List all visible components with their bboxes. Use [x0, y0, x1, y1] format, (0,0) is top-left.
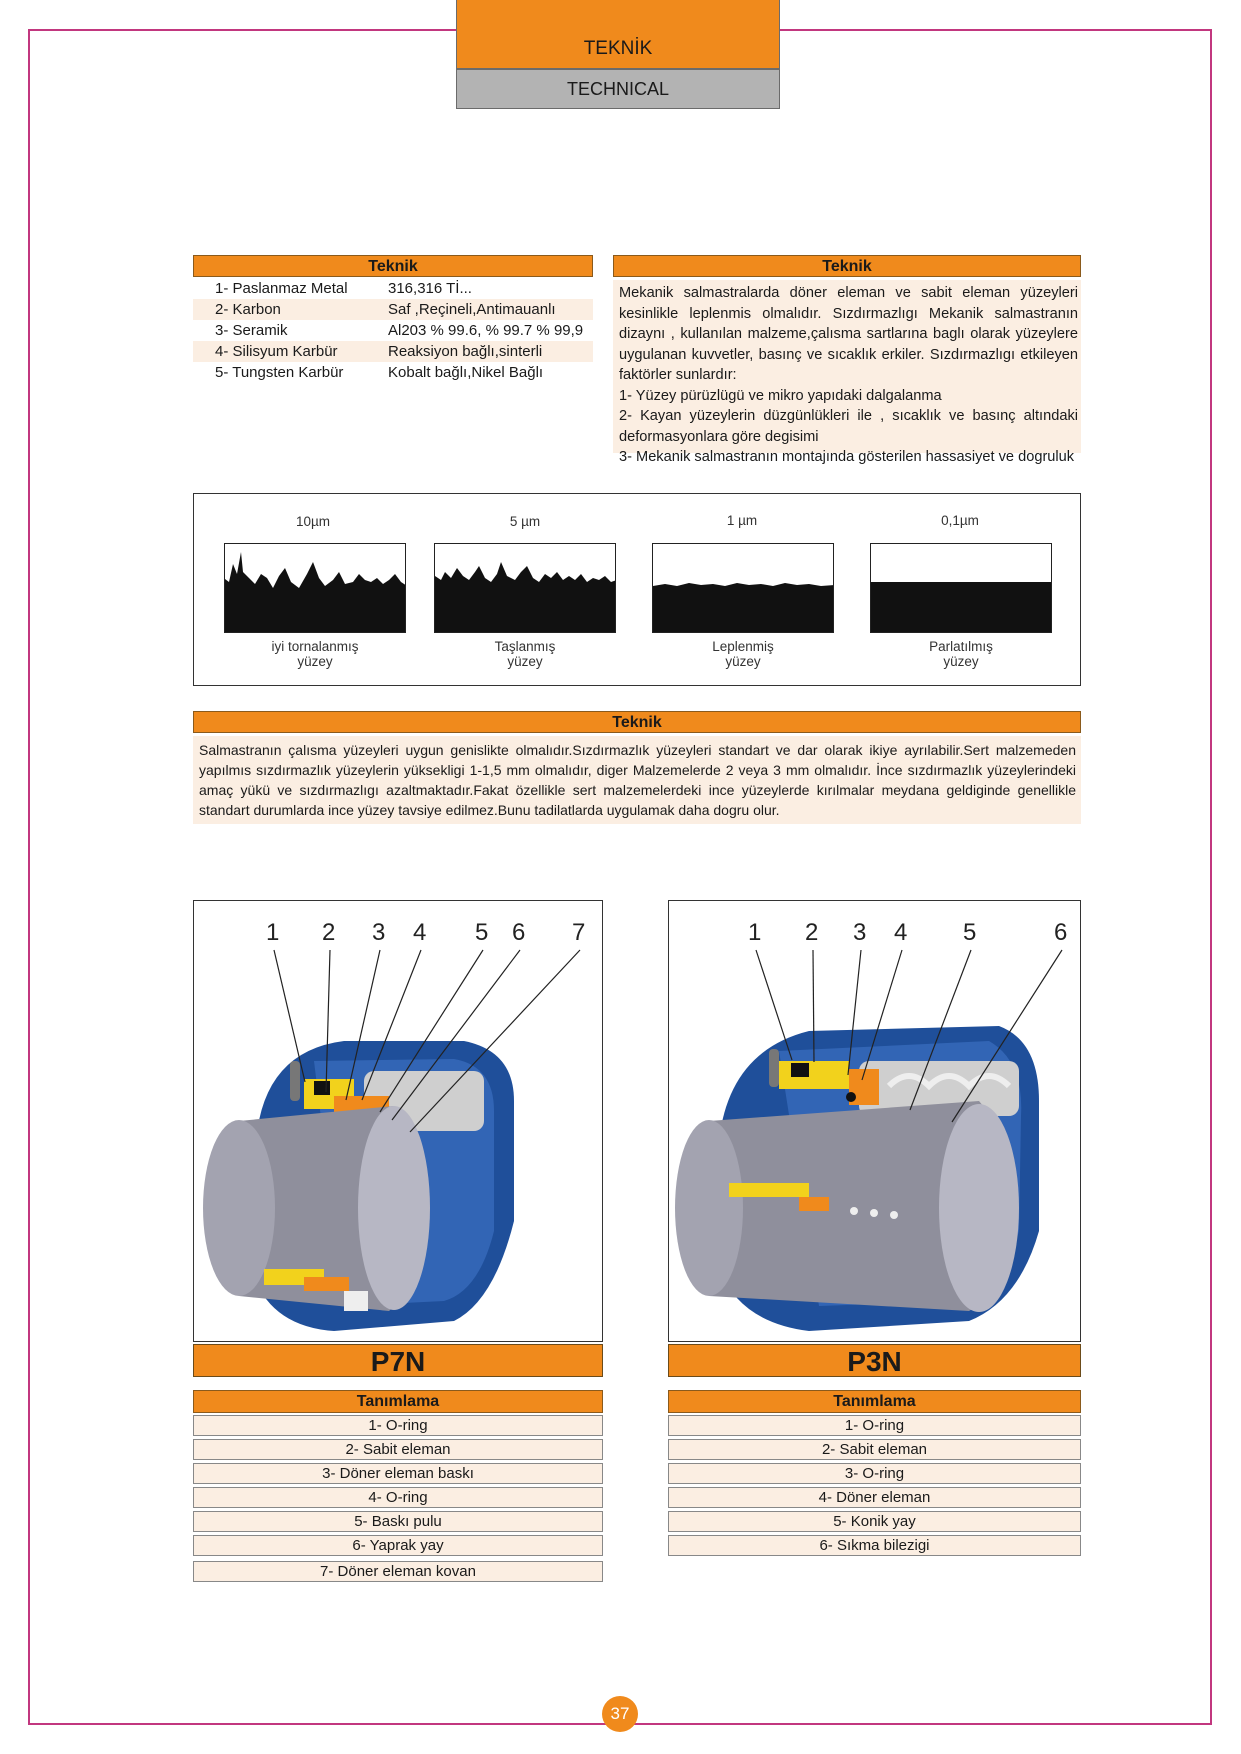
surface-info-item: 1- Yüzey pürüzlügü ve mikro yapıdaki dalgalanma — [619, 387, 942, 404]
material-name: 3- Seramik — [215, 322, 288, 339]
profile-caption-line1: iyi tornalanmış — [271, 639, 359, 654]
surface-info-item: 3- Mekanik salmastranın montajında gösterilen hassasiyet ve dogruluk — [619, 449, 1075, 465]
model-label-p7n: P7N — [193, 1344, 603, 1377]
part-row: 7- Döner eleman kovan — [193, 1561, 603, 1582]
callout-number: 5 — [963, 919, 977, 946]
profile-caption-line2: yüzey — [507, 654, 543, 669]
callout-number: 6 — [1054, 919, 1068, 946]
model-label-p3n: P3N — [668, 1344, 1081, 1377]
surface-info-item: 2- Kayan yüzeylerin düzgünlükleri ile , sıcaklık ve basınç altındaki deformasyonlara göre degisimi — [619, 408, 1078, 445]
callout-number: 3 — [853, 919, 867, 946]
header-subtitle: TECHNICAL — [456, 69, 780, 109]
material-value: Saf ,Reçineli,Antimauanlı — [388, 301, 556, 318]
part-row: 4- O-ring — [193, 1487, 603, 1508]
callout-number: 6 — [512, 919, 526, 946]
part-row: 3- O-ring — [668, 1463, 1081, 1484]
callout-number: 2 — [322, 919, 336, 946]
header-title: TEKNİK — [456, 0, 780, 69]
material-name: 4- Silisyum Karbür — [215, 343, 338, 360]
part-row: 2- Sabit eleman — [668, 1439, 1081, 1460]
part-row: 1- O-ring — [668, 1415, 1081, 1436]
part-row: 5- Konik yay — [668, 1511, 1081, 1532]
profile-caption-line2: yüzey — [297, 654, 333, 669]
surface-info-heading: Teknik — [613, 255, 1081, 277]
profile-caption-line1: Taşlanmış — [494, 639, 556, 654]
materials-heading: Teknik — [193, 255, 593, 277]
part-row: 3- Döner eleman baskı — [193, 1463, 603, 1484]
surface-info-intro: Mekanik salmastralarda döner eleman ve sabit eleman yüzeyleri kesinlikle leplenmis olmalıdır. Sızdırmazlıgı Mekanik salmastranın dizaynı , kullanılan malzeme,çalısma sartlarına baglı olarak yüzeylere uygulanan kuvvetler, basınç ve sıcaklık erkiler. Sızdırmazlıgı etkileyen faktörler sunlardır: — [619, 285, 1078, 383]
part-row: 6- Yaprak yay — [193, 1535, 603, 1556]
callout-number: 2 — [805, 919, 819, 946]
roughness-value: 0,1µm — [941, 513, 979, 528]
profile-caption-line2: yüzey — [943, 654, 979, 669]
part-row: 4- Döner eleman — [668, 1487, 1081, 1508]
roughness-value: 10µm — [295, 514, 331, 529]
part-row: 5- Baskı pulu — [193, 1511, 603, 1532]
callout-number: 4 — [894, 919, 908, 946]
callout-number: 4 — [413, 919, 427, 946]
material-value: Kobalt bağlı,Nikel Bağlı — [388, 364, 544, 381]
material-value: 316,316 Tİ... — [388, 280, 472, 297]
profile-caption-line1: Parlatılmış — [929, 639, 993, 654]
callout-number: 7 — [572, 919, 586, 946]
callout-number: 1 — [748, 919, 762, 946]
material-name: 1- Paslanmaz Metal — [215, 280, 348, 297]
working-surface-heading: Teknik — [193, 711, 1081, 733]
roughness-value: 5 µm — [509, 514, 541, 529]
material-name: 5- Tungsten Karbür — [215, 364, 344, 381]
part-row: 2- Sabit eleman — [193, 1439, 603, 1460]
page-number: 37 — [602, 1696, 638, 1732]
part-row: 1- O-ring — [193, 1415, 603, 1436]
part-row: 6- Sıkma bilezigi — [668, 1535, 1081, 1556]
material-value: Al203 % 99.6, % 99.7 % 99,9 — [388, 322, 584, 339]
callout-number: 5 — [475, 919, 489, 946]
working-surface-text: Salmastranın çalısma yüzeyleri uygun genislikte olmalıdır.Sızdırmazlık yüzeyleri standart ve dar olarak ikiye ayrılabilir.Sert malzemeden yapılmıs sızdırmazlık yüzeylerin yüksekligi 1-1,5 mm olmalıdır, diger Malzemelerde 2 veya 3 mm olmalıdır. İnce sızdırmazlık yüzeylerindeki amaç yükü ve sızdırmazlıgı azaltmaktadır.Fakat özellikle sert malzemelerdeki ince yüzeylerde kırılmalar meydana geldiginde genellikle standart durumlarda ince yüzey tavsiye edilmez.Bunu tadilatlarda uygulamak daha dogru olur. — [193, 736, 1081, 824]
roughness-value: 1 µm — [726, 513, 758, 528]
profile-caption-line1: Leplenmiş — [712, 639, 774, 654]
callout-number: 3 — [372, 919, 386, 946]
profile-caption-line2: yüzey — [725, 654, 761, 669]
p7n-definition-heading: Tanımlama — [193, 1390, 603, 1413]
p3n-definition-heading: Tanımlama — [668, 1390, 1081, 1413]
material-value: Reaksiyon bağlı,sinterli — [388, 343, 543, 360]
material-name: 2- Karbon — [215, 301, 281, 318]
callout-number: 1 — [266, 919, 280, 946]
